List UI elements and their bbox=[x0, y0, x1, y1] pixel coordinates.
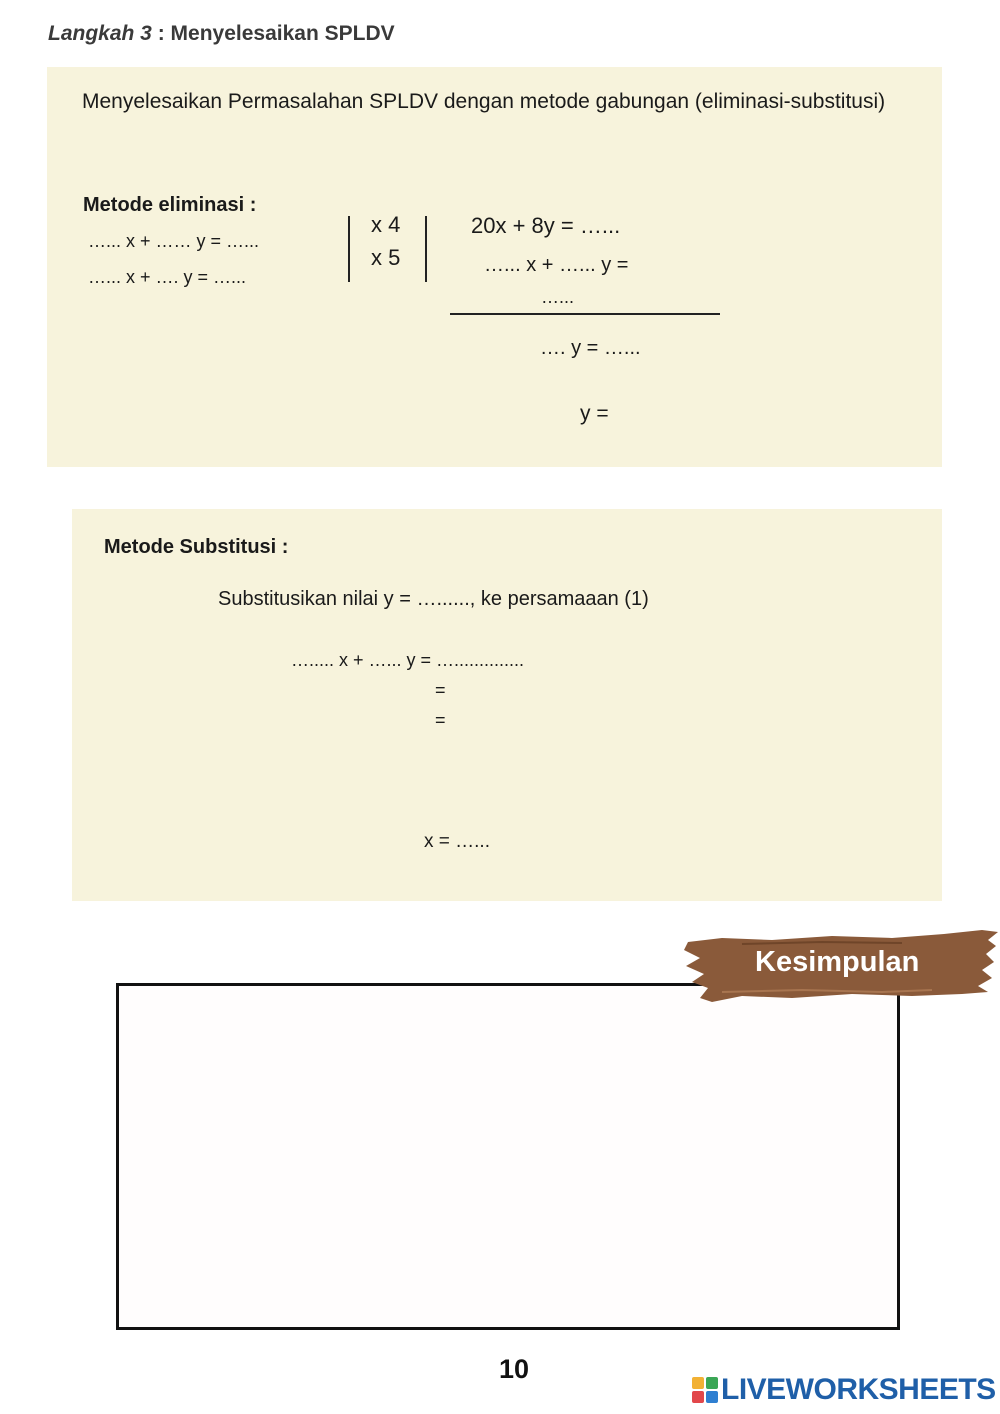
substitution-line-3: = bbox=[435, 710, 446, 730]
substitution-line-2: = bbox=[435, 680, 446, 700]
result-equation-2: …... x + …... y = bbox=[484, 254, 629, 276]
substitution-line-1: …..... x + …... y = ….............. bbox=[291, 650, 525, 670]
equation-2: …... x + …. y = …... bbox=[88, 267, 247, 287]
subtraction-line bbox=[450, 313, 720, 315]
multiplier-1: x 4 bbox=[371, 212, 401, 237]
multiplier-right-bar bbox=[425, 216, 427, 282]
result-equation-1: 20x + 8y = …... bbox=[471, 213, 621, 238]
conclusion-answer-box[interactable] bbox=[116, 983, 900, 1330]
result-equation-2-rhs: …... bbox=[541, 287, 575, 307]
liveworksheets-icon bbox=[692, 1377, 718, 1403]
multiplier-left-bar bbox=[348, 216, 350, 282]
substitution-instruction: Substitusikan nilai y = …......, ke persamaaan (1) bbox=[218, 588, 649, 610]
substitution-heading: Metode Substitusi : bbox=[104, 536, 289, 558]
conclusion-label: Kesimpulan bbox=[755, 946, 920, 978]
page-number: 10 bbox=[499, 1354, 530, 1384]
multiplier-2: x 5 bbox=[371, 245, 401, 270]
step-title bbox=[48, 22, 395, 46]
equation-1: …... x + …… y = …... bbox=[88, 231, 260, 251]
substitution-panel bbox=[72, 509, 942, 901]
liveworksheets-logo-text: LIVEWORKSHEETS bbox=[721, 1373, 996, 1406]
liveworksheets-logo bbox=[692, 1374, 996, 1406]
step-title-italic: Langkah 3 bbox=[48, 22, 152, 45]
elimination-heading: Metode eliminasi : bbox=[83, 194, 257, 216]
intro-paragraph: Menyelesaikan Permasalahan SPLDV dengan metode gabungan (eliminasi-substitusi) bbox=[82, 90, 886, 113]
y-result: y = bbox=[580, 402, 609, 425]
difference-equation: …. y = …... bbox=[540, 337, 641, 359]
step-title-text: : Menyelesaikan SPLDV bbox=[151, 22, 395, 45]
x-result: x = …... bbox=[424, 831, 490, 852]
